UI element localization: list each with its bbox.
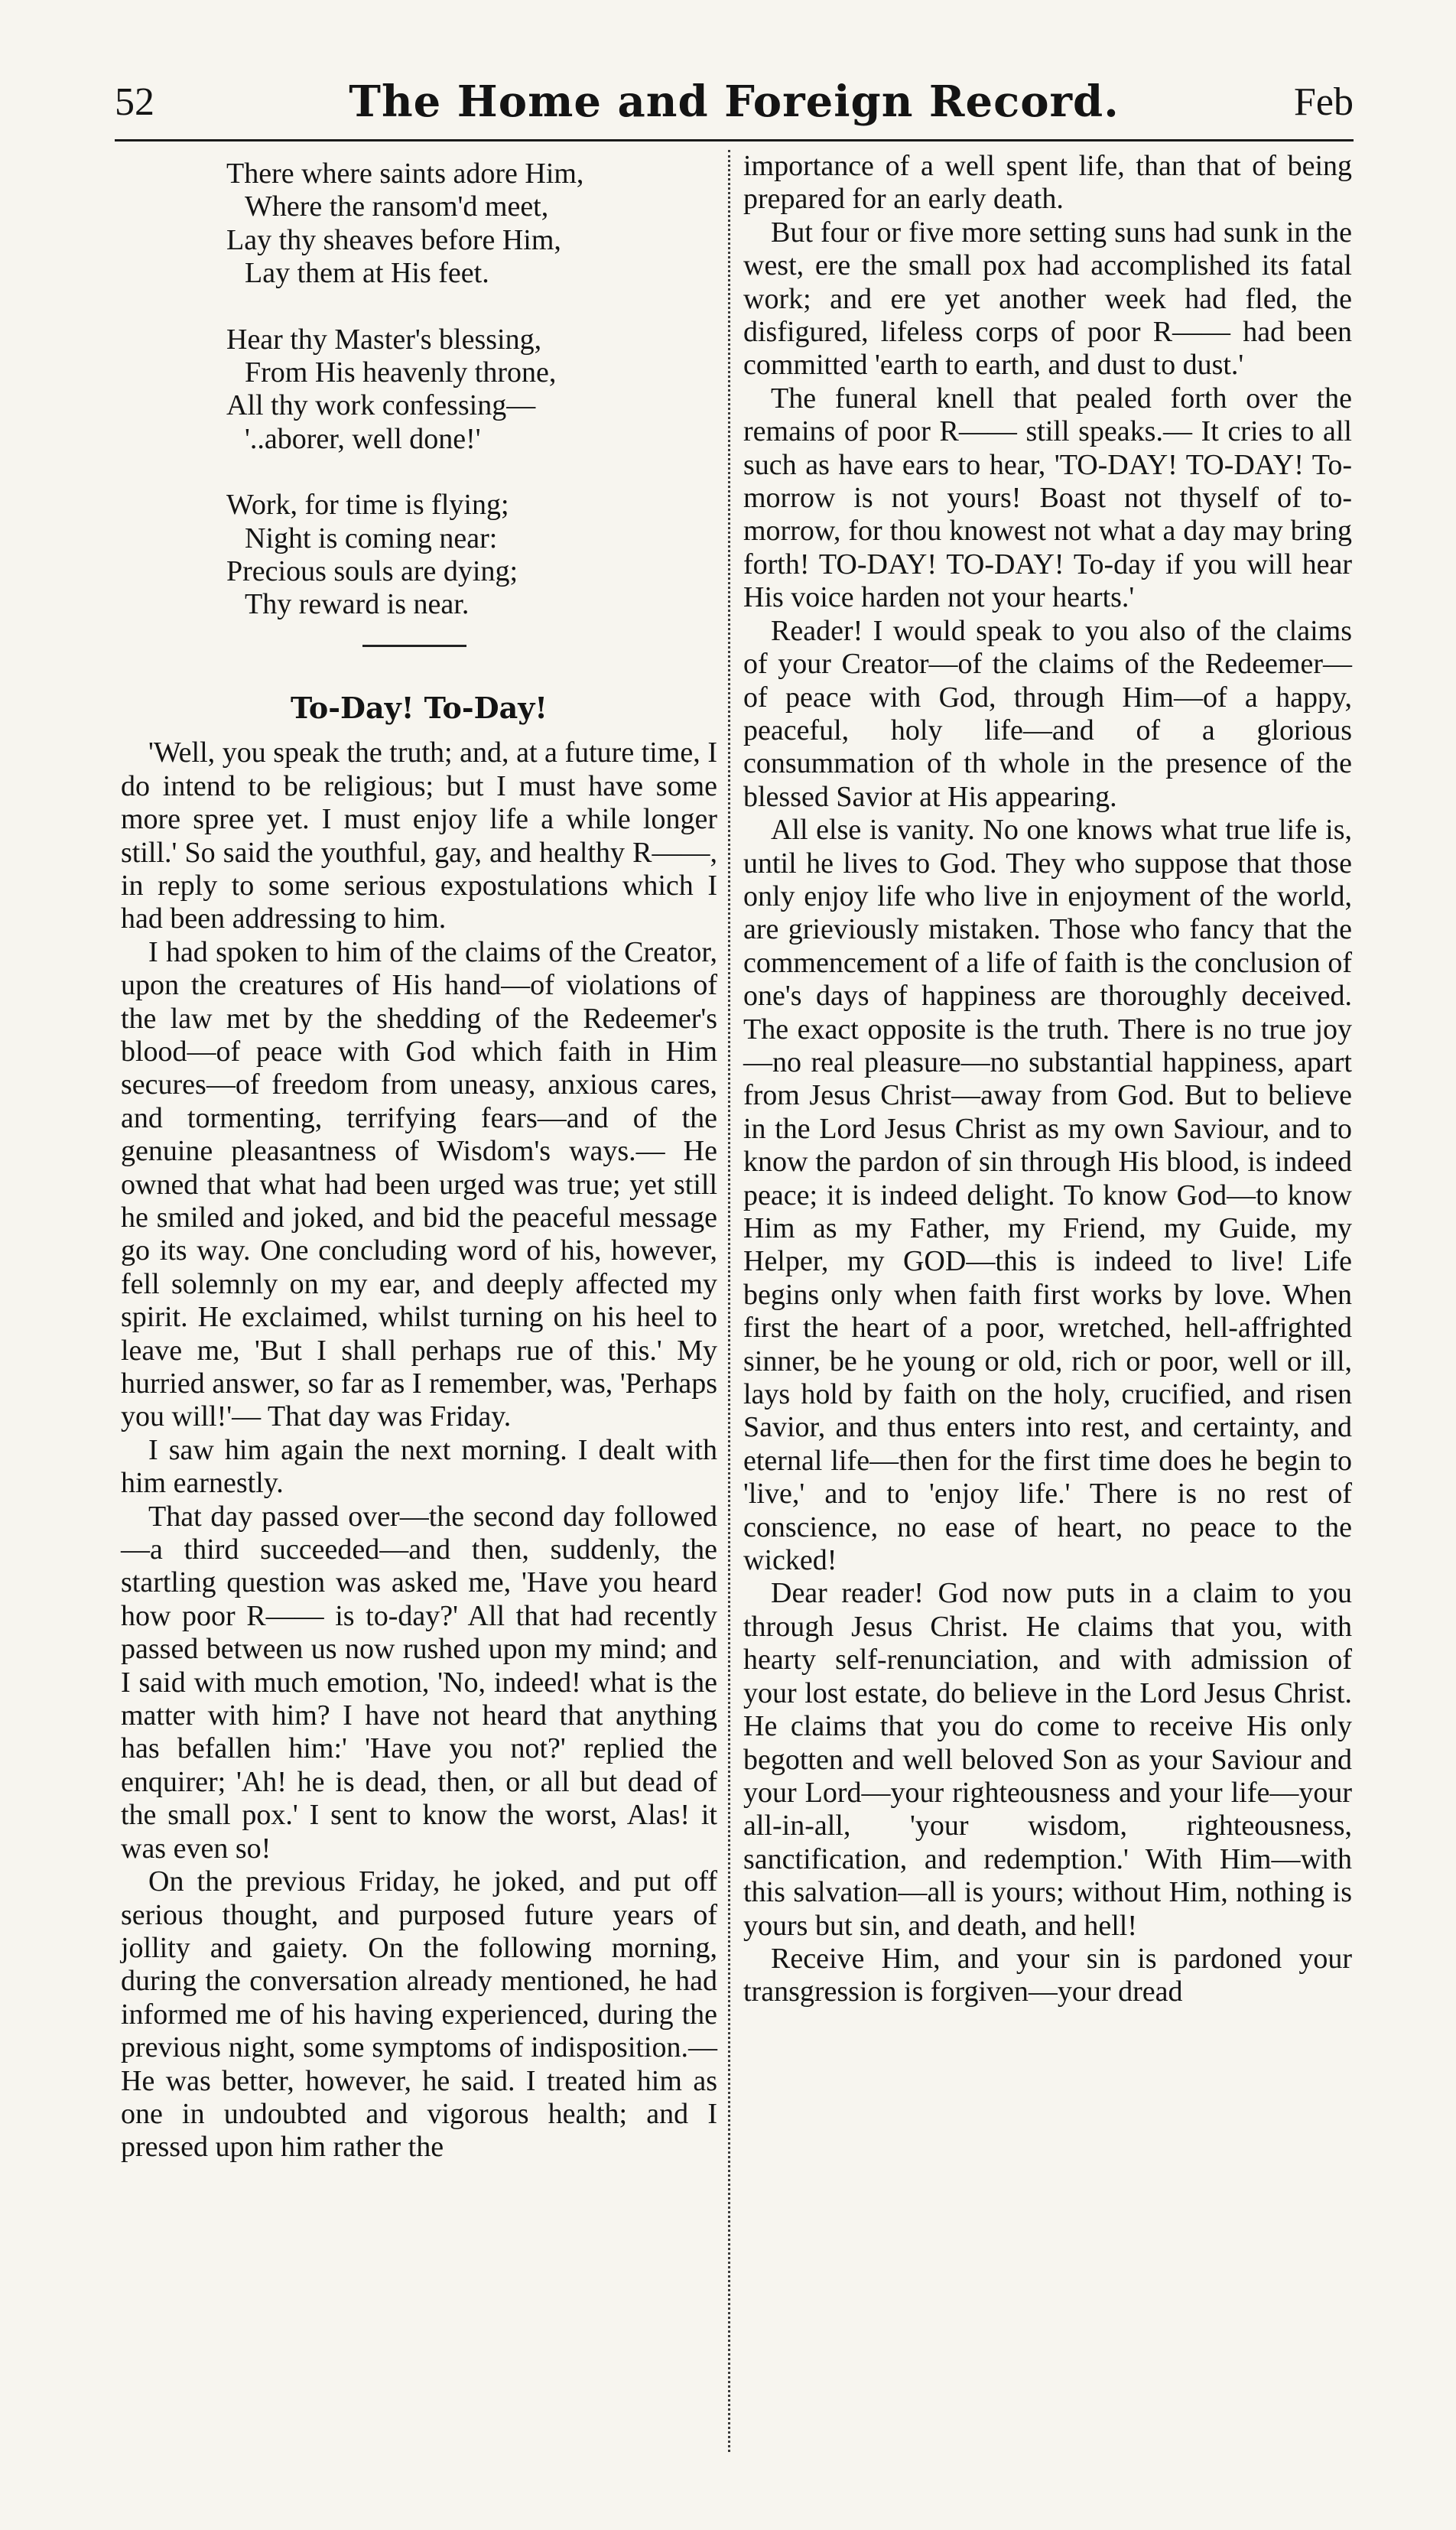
- poem-line: Hear thy Master's blessing,: [226, 323, 542, 356]
- poem-line: Thy reward is near.: [245, 588, 470, 621]
- left-column: [121, 150, 717, 2164]
- article-paragraph: That day passed over—the second day followed—a third succeeded—and then, suddenly, the startling question was asked me, 'Have you heard how poor R—— is to-day?' All that had recently passed between us now rushed upon my mind; and I said with much emotion, 'No, indeed! what is the matter with him? I have not heard that anything has befallen him:' 'Have you not?' replied the enquirer; 'Ah! he is dead, then, or all but dead of the small pox.' I sent to know the worst, Alas! it was even so!: [121, 1500, 717, 1865]
- poem-line: All thy work confessing—: [226, 389, 536, 422]
- article-paragraph: On the previous Friday, he joked, and put off serious thought, and purposed future years of jollity and gaiety. On the following morning, during the conversation already mentioned, he had informed me of his having experienced, during the previous night, some symptoms of indisposition.— He was better, however, he said. I treated him as one in undoubted and vigorous health; and I pressed upon him rather the: [121, 1865, 717, 2164]
- page-number: 52: [115, 80, 154, 124]
- journal-title: The Home and Foreign Record.: [349, 76, 1120, 127]
- poem-line: '..aborer, well done!': [245, 422, 481, 455]
- article-paragraph: Dear reader! God now puts in a claim to you through Jesus Christ. He claims that you, with hearty self-renunciation, and with admission of your lost estate, do believe in the Lord Jesus Christ. He claims that you do come to receive His only begotten and well beloved Son as your Saviour and your Lord—your righteousness and your life—your all-in-all, 'your wisdom, righteousness, sanctification, and redemption.' With Him—with this salvation—all is yours; without Him, nothing is yours but sin, and death, and hell!: [743, 1577, 1352, 1942]
- article-paragraph: But four or five more setting suns had sunk in the west, ere the small pox had accomplished its fatal work; and ere yet another week had fled, the disfigured, lifeless corps of poor R—— had been committed 'earth to earth, and dust to dust.': [743, 216, 1352, 382]
- article-paragraph: The funeral knell that pealed forth over the remains of poor R—— still speaks.— It cries to all such as have ears to hear, 'TO-DAY! TO-DAY! To-morrow is not yours! Boast not thyself of to-morrow, for thou knowest not what a day may bring forth! TO-DAY! TO-DAY! To-day if you will hear His voice harden not your hearts.': [743, 382, 1352, 614]
- poem-stanza: [226, 489, 717, 622]
- poem-line: Work, for time is flying;: [226, 489, 509, 522]
- poem-line: Where the ransom'd meet,: [245, 190, 549, 223]
- poem: [121, 158, 717, 622]
- poem-line: Night is coming near:: [245, 522, 498, 554]
- poem-line: Precious souls are dying;: [226, 555, 518, 588]
- poem-line: There where saints adore Him,: [226, 158, 584, 190]
- poem-stanza: [226, 324, 717, 457]
- header-rule: [115, 139, 1354, 141]
- section-separator: [362, 645, 466, 647]
- article-heading: To-Day! To-Day!: [291, 690, 548, 725]
- article-paragraph: All else is vanity. No one knows what true life is, until he lives to God. They who suppose that those only enjoy life who live in enjoyment of the world, are grieviously mistaken. Those who fancy that the commencement of a life of faith is the conclusion of one's days of happiness are thoroughly deceived. The exact opposite is the truth. There is no true joy—no real pleasure—no substantial happiness, apart from Jesus Christ—away from God. But to believe in the Lord Jesus Christ as my own Saviour, and to know the pardon of sin through His blood, is indeed peace; it is indeed delight. To know God—to know Him as my Father, my Friend, my Guide, my Helper, my GOD—this is indeed to live! Life begins only when faith first works by love. When first the heart of a poor, wretched, hell-affrighted sinner, be he young or old, rich or poor, well or ill, lays hold by faith on the holy, crucified, and risen Savior, and thus enters into rest, and certainty, and eternal life—then for the first time does he begin to 'live,' and to 'enjoy life.' There is no rest of conscience, no ease of heart, no peace to the wicked!: [743, 814, 1352, 1577]
- article-paragraph: I had spoken to him of the claims of the Creator, upon the creatures of His hand—of violations of the law met by the shedding of the Redeemer's blood—of peace with God which faith in Him secures—of freedom from uneasy, anxious cares, and tormenting, terrifying fears—and of the genuine pleasantness of Wisdom's ways.— He owned that what had been urged was true; yet still he smiled and joked, and bid the peaceful message go its way. One concluding word of his, however, fell solemnly on my ear, and deeply affected my spirit. He exclaimed, whilst turning on his heel to leave me, 'But I shall perhaps rue of this.' My hurried answer, so far as I remember, was, 'Perhaps you will!'— That day was Friday.: [121, 935, 717, 1433]
- poem-line: Lay them at His feet.: [245, 257, 489, 290]
- article-paragraph: 'Well, you speak the truth; and, at a future time, I do intend to be religious; but I must have some more spree yet. I must enjoy life a while longer still.' So said the youthful, gay, and healthy R——, in reply to some serious expostulations which I had been addressing to him.: [121, 737, 717, 935]
- issue-month: Feb: [1294, 80, 1354, 124]
- column-divider: [728, 150, 730, 2452]
- poem-line: From His heavenly throne,: [245, 356, 557, 389]
- article-paragraph: Receive Him, and your sin is pardoned your transgression is forgiven—your dread: [743, 1942, 1352, 2008]
- article-paragraph: I saw him again the next morning. I dealt with him earnestly.: [121, 1433, 717, 1500]
- poem-line: Lay thy sheaves before Him,: [226, 223, 561, 256]
- article-paragraph: importance of a well spent life, than that of being prepared for an early death.: [743, 150, 1352, 216]
- poem-stanza: [226, 158, 717, 291]
- article-paragraph: Reader! I would speak to you also of the claims of your Creator—of the claims of the Redeemer—of peace with God, through Him—of a happy, peaceful, holy life—and of a glorious consummation of th whole in the presence of the blessed Savior at His appearing.: [743, 614, 1352, 813]
- right-column: [743, 150, 1352, 2009]
- running-header: [115, 73, 1354, 142]
